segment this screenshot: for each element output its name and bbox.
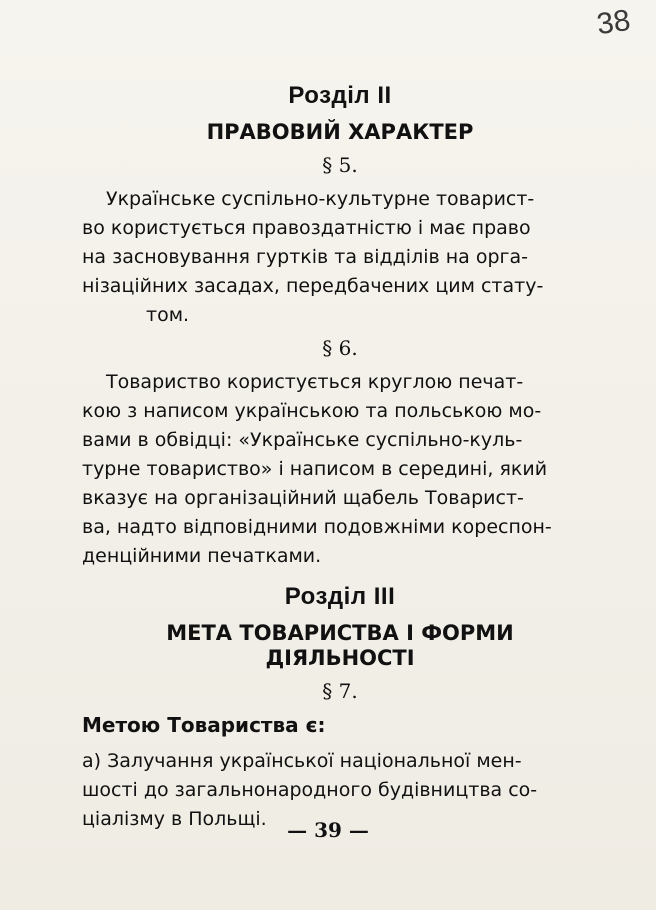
text-line: шості до загальнонародного будівництва со- — [82, 779, 538, 801]
paragraph-6-text — [82, 368, 598, 571]
text-line: вказує на організаційний щабель Товарист- — [82, 487, 524, 509]
text-line: том. — [146, 304, 190, 326]
text-line: ва, надто відповідними подовжніми кореспон- — [82, 516, 552, 538]
section-2-title: ПРАВОВИЙ ХАРАКТЕР — [206, 120, 474, 144]
text-line: во користується правоздатністю і має право — [82, 217, 531, 239]
text-line: Товариство користується круглою печат- — [106, 371, 524, 393]
section-2-heading: Розділ II — [288, 82, 392, 109]
text-line: денційними печатками. — [82, 545, 322, 567]
section-3-title — [82, 621, 598, 671]
page-number: — 39 — — [287, 818, 369, 842]
goal-heading: Метою Товариства є: — [82, 713, 326, 737]
section-3-title-line: ДІЯЛЬНОСТІ — [265, 646, 415, 670]
text-line: кою з написом українською та польською мо- — [82, 400, 542, 422]
text-line: Українське суспільно-культурне товарист- — [106, 188, 535, 210]
paragraph-6-mark: § 6. — [322, 336, 358, 360]
section-3-title-line: МЕТА ТОВАРИСТВА І ФОРМИ — [166, 621, 514, 645]
text-line: ціалізму в Польщі. — [82, 808, 267, 830]
text-line: турне товариство» і написом в середині, який — [82, 458, 548, 480]
text-line: вами в обвідці: «Українське суспільно-куль- — [82, 429, 523, 451]
handwritten-page-number: 38 — [594, 3, 633, 42]
text-line: на засновування гуртків та відділів на орга- — [82, 246, 528, 268]
text-line: нізаційних засадах, передбачених цим стату- — [82, 275, 544, 297]
paragraph-5-text — [82, 185, 598, 330]
text-line: а) Залучання української національної мен- — [82, 750, 522, 772]
section-3-heading: Розділ III — [284, 583, 396, 610]
paragraph-5-mark: § 5. — [322, 153, 358, 177]
paragraph-7-mark: § 7. — [322, 679, 358, 703]
